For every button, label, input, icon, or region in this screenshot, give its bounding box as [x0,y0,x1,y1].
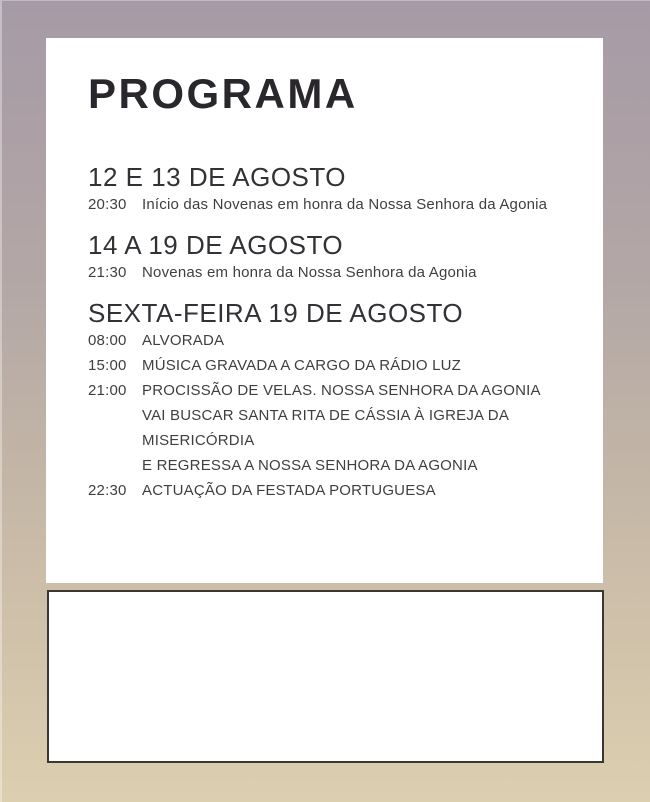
section-heading: SEXTA-FEIRA 19 DE AGOSTO [88,298,464,329]
event-row [88,378,575,478]
event-row [88,260,575,285]
event-row [88,328,575,353]
event-description [142,260,575,285]
section-heading: 12 E 13 DE AGOSTO [88,162,347,193]
event-line: Novenas em honra da Nossa Senhora da Agonia [142,264,477,282]
event-line: ALVORADA [142,332,225,350]
program-section-12-13-agosto [88,162,575,217]
program-section-sexta-feira-19-agosto [88,298,575,503]
event-description [142,378,575,478]
event-description [142,328,575,353]
event-time: 20:30 [88,196,127,214]
event-time: 21:30 [88,264,127,282]
event-row [88,192,575,217]
event-time: 21:00 [88,382,127,400]
program-card [46,38,603,583]
event-line: VAI BUSCAR SANTA RITA DE CÁSSIA À IGREJA DA MISERICÓRDIA [142,407,509,450]
event-time: 15:00 [88,357,127,375]
event-line: PROCISSÃO DE VELAS. NOSSA SENHORA DA AGONIA [142,382,541,400]
blank-note-box [47,590,604,763]
event-line: E REGRESSA A NOSSA SENHORA DA AGONIA [142,457,478,475]
event-description [142,192,575,217]
event-time: 22:30 [88,482,127,500]
event-line: ACTUAÇÃO DA FESTADA PORTUGUESA [142,482,436,500]
event-line: Início das Novenas em honra da Nossa Senhora da Agonia [142,196,548,214]
event-time: 08:00 [88,332,127,350]
program-section-14-19-agosto [88,230,575,285]
event-row [88,353,575,378]
event-description [142,353,575,378]
event-row [88,478,575,503]
section-heading: 14 A 19 DE AGOSTO [88,230,344,261]
page-title: PROGRAMA [88,70,358,117]
event-line: MÚSICA GRAVADA A CARGO DA RÁDIO LUZ [142,357,462,375]
event-description [142,478,575,503]
